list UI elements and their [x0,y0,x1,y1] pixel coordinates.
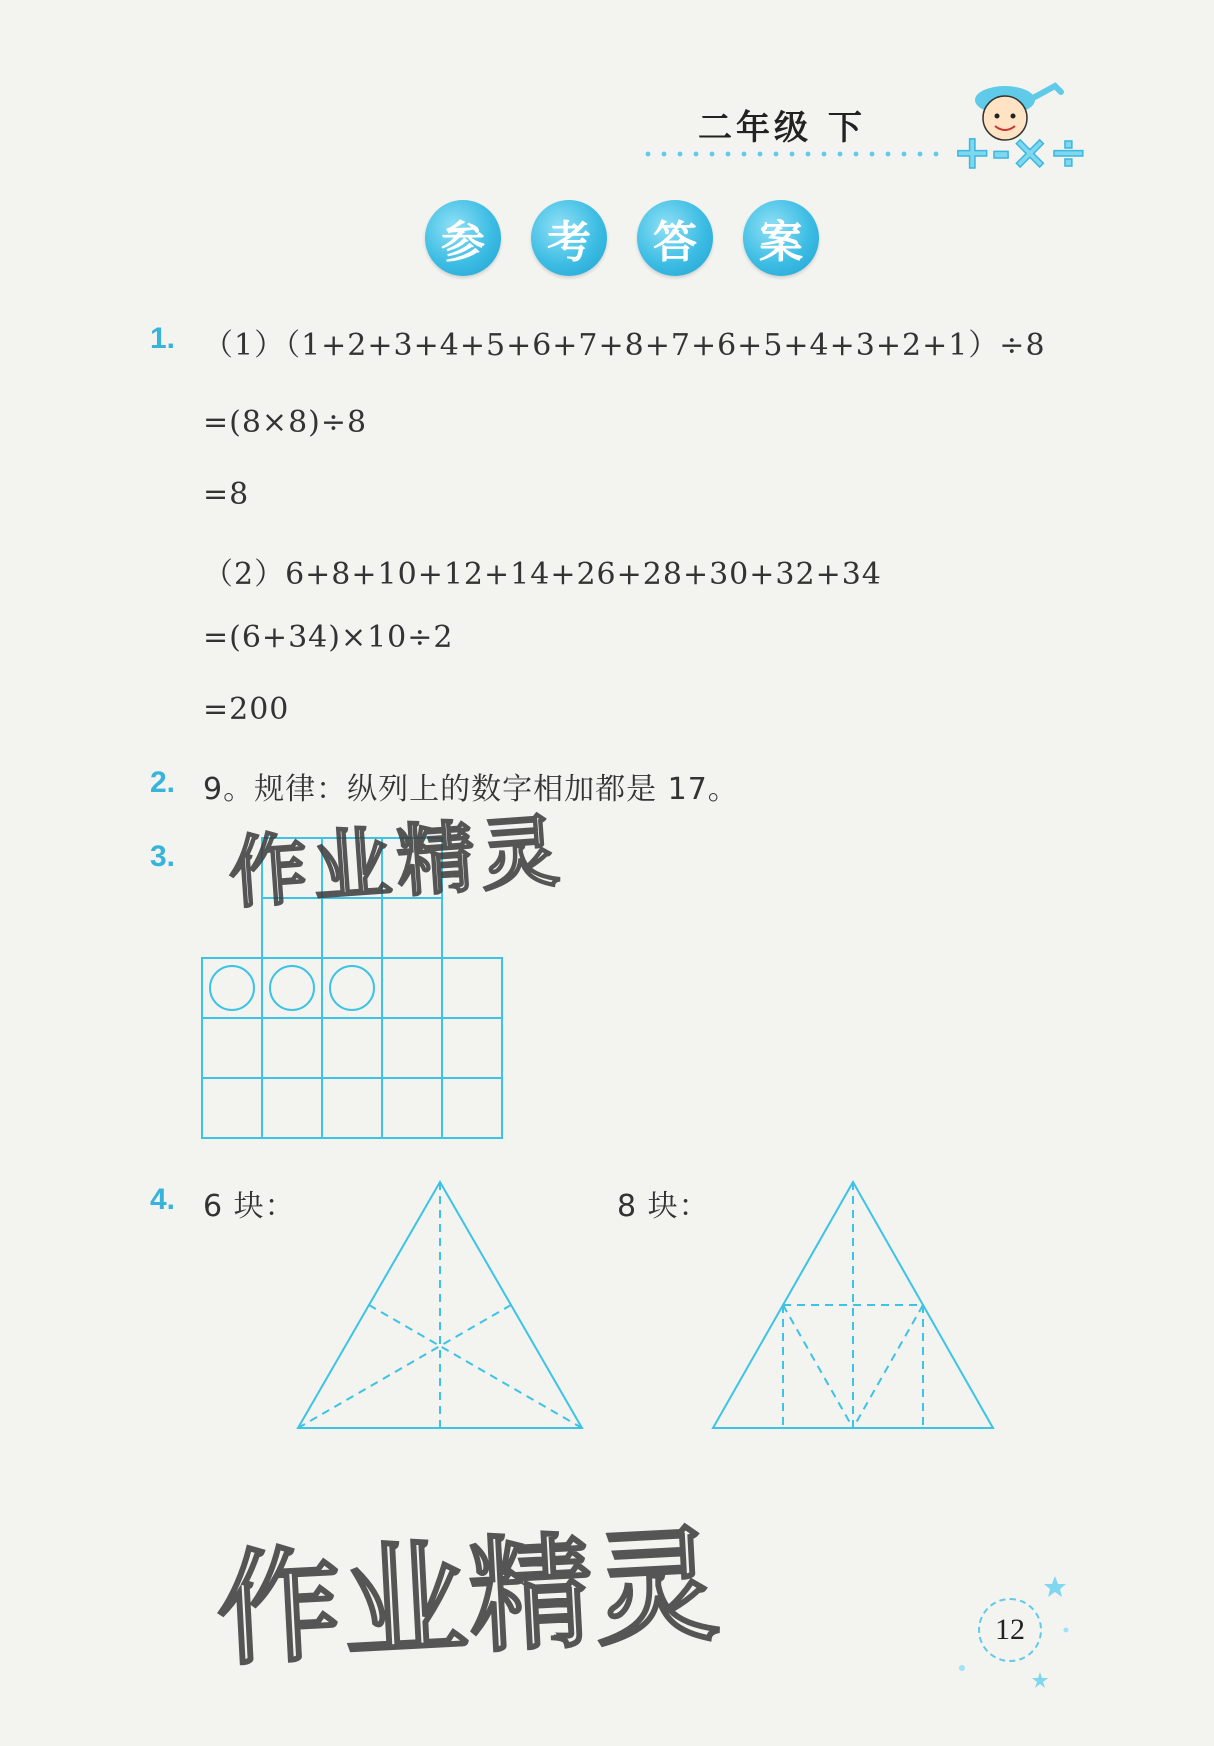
q4-label-6-pieces: 6 块： [203,1189,296,1224]
q2-answer: 9。规律：纵列上的数字相加都是 17。 [203,772,739,807]
grade-label: 二年级 下 [698,108,866,148]
q4-label-8-pieces: 8 块： [617,1189,710,1224]
page-number: 12 [978,1598,1042,1662]
title-char: 参 [425,200,501,276]
grid-bottom-block [202,958,502,1138]
title-char: 考 [531,200,607,276]
header-dotted-line [640,150,940,158]
circle-marker [270,966,314,1010]
svg-text:+-×÷: +-×÷ [953,125,1088,178]
question-2-number: 2. [150,766,176,799]
answer-key-title [425,200,819,276]
question-3-number: 3. [150,840,176,873]
title-char: 案 [743,200,819,276]
q1-line-1: （1）（1+2+3+4+5+6+7+8+7+6+5+4+3+2+1）÷8 [203,328,1046,363]
q1-line-5: =(6+34)×10÷2 [203,620,454,655]
watermark-top: 作业精灵 [226,806,568,920]
q1-line-3: =8 [203,477,250,512]
triangle-8-pieces [706,1178,1006,1438]
triangle-6-pieces [290,1178,590,1438]
page-number-badge [950,1570,1070,1690]
question-4-number: 4. [150,1183,176,1216]
q1-line-4: （2）6+8+10+12+14+26+28+30+32+34 [203,557,882,592]
circle-marker [330,966,374,1010]
q1-line-2: =(8×8)÷8 [203,405,368,440]
circle-marker [210,966,254,1010]
watermark-bottom: 作业精灵 [213,1513,725,1684]
mascot-icon [945,68,1125,178]
title-char: 答 [637,200,713,276]
q1-line-6: =200 [203,692,290,727]
question-1-number: 1. [150,322,176,355]
